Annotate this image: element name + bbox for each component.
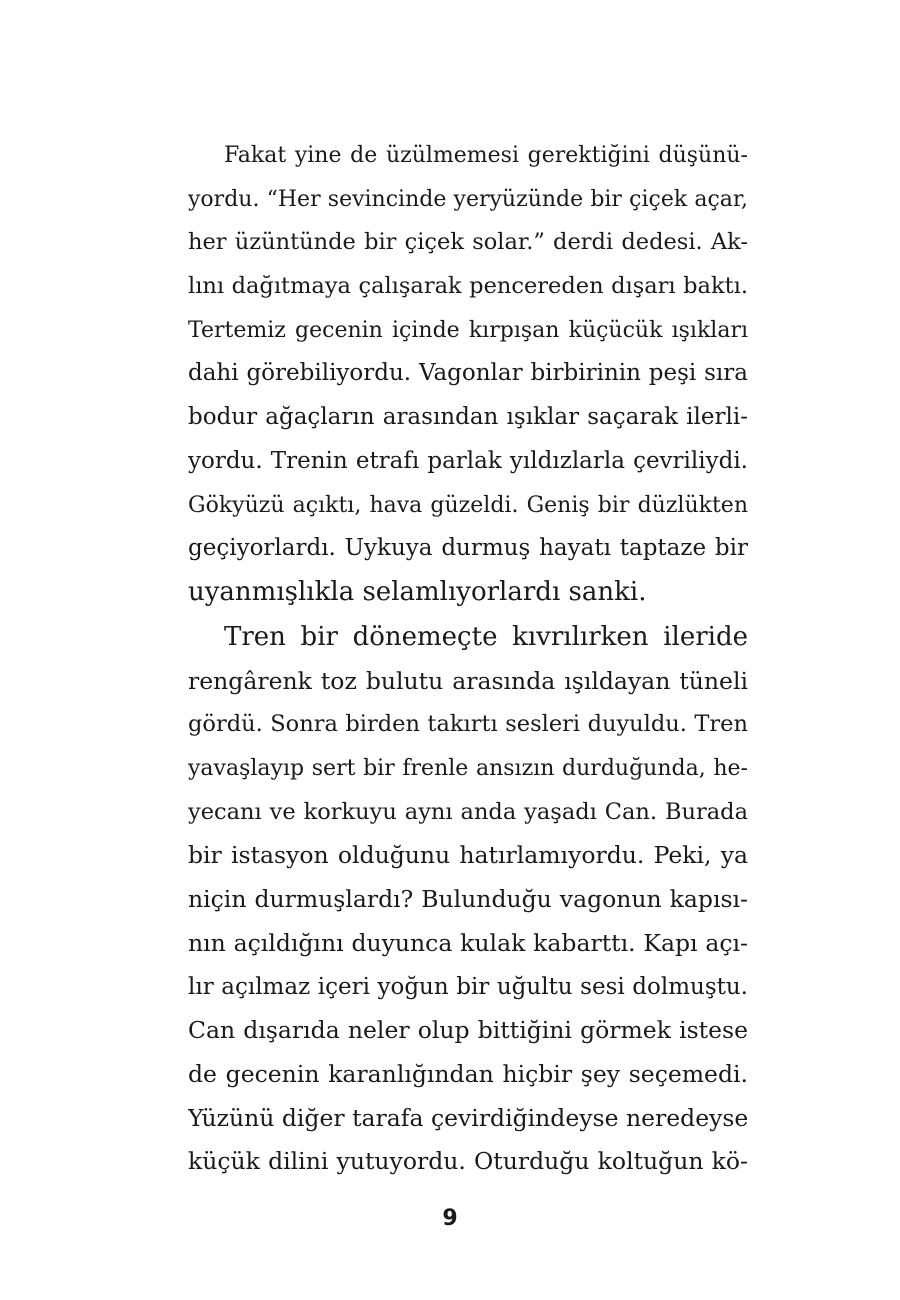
text-line: yordu. Trenin etrafı parlak yıldızlarla çevriliydi.: [188, 447, 748, 474]
text-line: lını dağıtmaya çalışarak pencereden dışarı baktı.: [188, 273, 748, 300]
text-line: bir istasyon olduğunu hatırlamıyordu. Peki, ya: [188, 841, 748, 870]
text-line: Gökyüzü açıktı, hava güzeldi. Geniş bir düzlükten: [188, 492, 748, 518]
text-line: de gecenin karanlığından hiçbir şey seçemedi.: [188, 1059, 748, 1088]
text-line: her üzüntünde bir çiçek solar.” derdi dedesi. Ak-: [188, 229, 748, 256]
text-line: lır açılmaz içeri yoğun bir uğultu sesi dolmuştu.: [188, 973, 748, 1000]
text-line: Tertemiz gecenin içinde kırpışan küçücük ışıkları: [188, 317, 748, 343]
text-line: Tren bir dönemeçte kıvrılırken ileride: [224, 622, 748, 652]
text-line: niçin durmuşlardı? Bulunduğu vagonun kapısı-: [188, 885, 748, 914]
paragraph-2: [188, 616, 748, 1184]
text-line: yordu. “Her sevincinde yeryüzünde bir çiçek açar,: [188, 186, 748, 212]
text-line: dahi görebiliyordu. Vagonlar birbirinin peşi sıra: [188, 360, 748, 387]
text-line: yecanı ve korkuyu aynı anda yaşadı Can. Burada: [188, 798, 748, 825]
text-line: Fakat yine de üzülmemesi gerektiğini düşünü-: [224, 143, 748, 168]
text-line: gördü. Sonra birden takırtı sesleri duyuldu. Tren: [188, 711, 748, 738]
text-line: uyanmışlıkla selamlıyorlardı sanki.: [188, 576, 647, 607]
text-line: Yüzünü diğer tarafa çevirdiğindeyse neredeyse: [188, 1103, 748, 1132]
page-number: 9: [442, 1206, 458, 1231]
text-line: nın açıldığını duyunca kulak kabarttı. Kapı açı-: [188, 928, 748, 957]
text-line: yavaşlayıp sert bir frenle ansızın durduğunda, he-: [188, 756, 748, 782]
text-line: Can dışarıda neler olup bittiğini görmek istese: [188, 1016, 748, 1045]
text-line: küçük dilini yutuyordu. Oturduğu koltuğun kö-: [188, 1147, 748, 1176]
text-line: geçiyorlardı. Uykuya durmuş hayatı taptaze bir: [188, 535, 748, 562]
text-line: bodur ağaçların arasından ışıklar saçarak ilerli-: [188, 404, 748, 431]
paragraph-1: [188, 134, 748, 615]
text-line: rengârenk toz bulutu arasında ışıldayan tüneli: [188, 666, 748, 695]
